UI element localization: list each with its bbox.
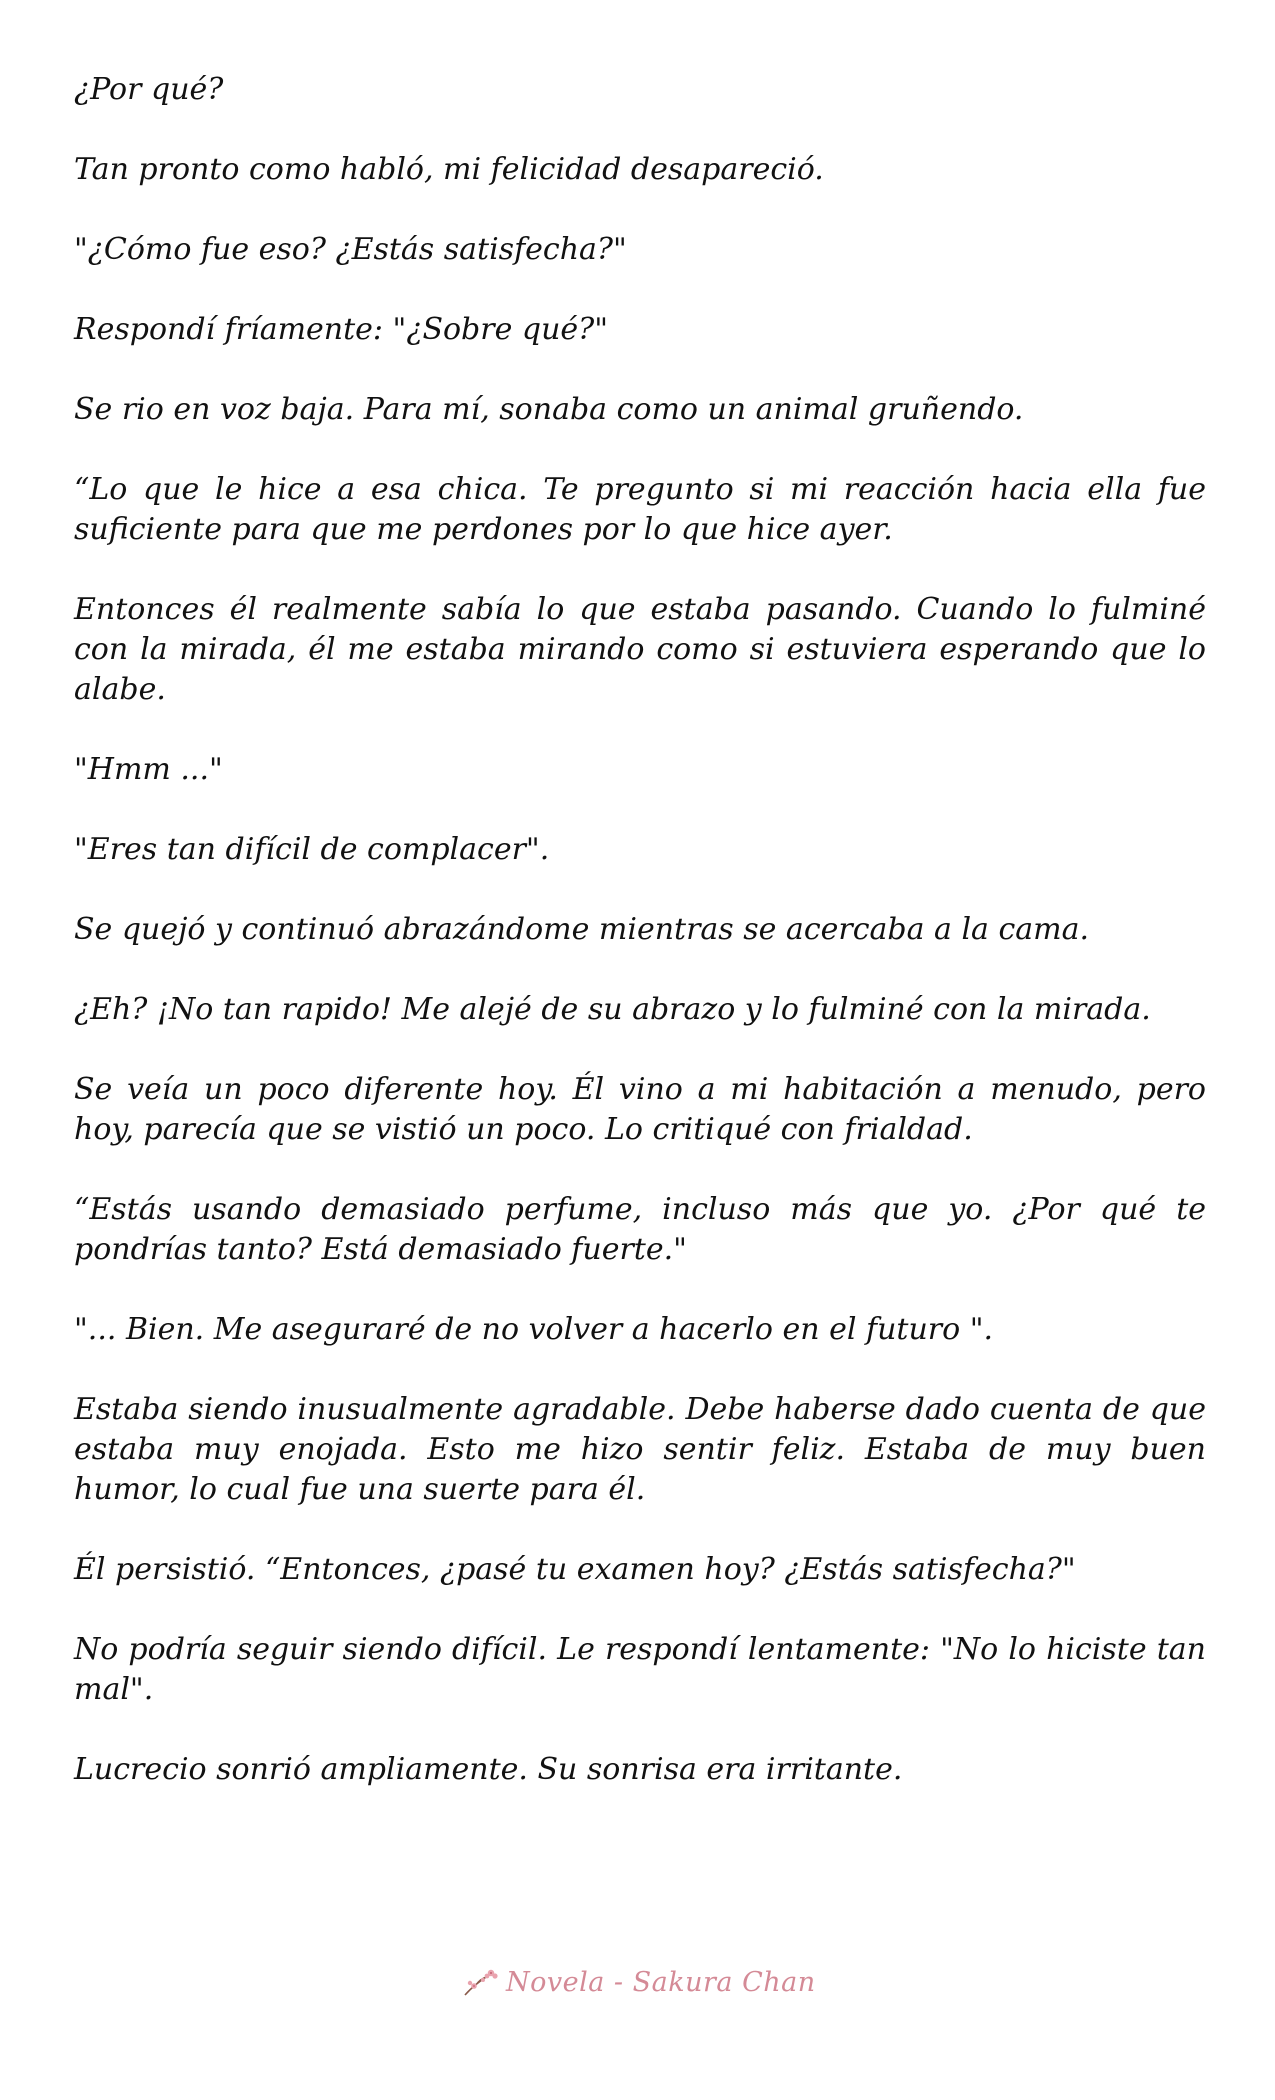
paragraph: Se veía un poco diferente hoy. Él vino a mi habitación a menudo, pero hoy, parecía que se vistió un poco. Lo critiqué con frialdad. [74, 1072, 1206, 1147]
paragraph: Estaba siendo inusualmente agradable. Debe haberse dado cuenta de que estaba muy enojada. Esto me hizo sentir feliz. Estaba de muy buen humor, lo cual fue una suerte para él. [74, 1392, 1206, 1507]
paragraph: Entonces él realmente sabía lo que estaba pasando. Cuando lo fulminé con la mirada, él me estaba mirando como si estuviera esperando que lo alabe. [74, 592, 1206, 707]
paragraph: Él persistió. “Entonces, ¿pasé tu examen hoy? ¿Estás satisfecha?" [74, 1552, 1076, 1587]
paragraph: "Hmm ..." [74, 752, 223, 787]
paragraph: "... Bien. Me aseguraré de no volver a hacerlo en el futuro ". [74, 1312, 994, 1347]
paragraph: No podría seguir siendo difícil. Le respondí lentamente: "No lo hiciste tan mal". [74, 1632, 1206, 1707]
watermark-text: Novela - Sakura Chan [506, 1966, 816, 1998]
paragraph: "¿Cómo fue eso? ¿Estás satisfecha?" [74, 232, 627, 267]
watermark [462, 1960, 816, 2004]
story-text [74, 70, 1206, 1830]
paragraph: Se rio en voz baja. Para mí, sonaba como un animal gruñendo. [74, 392, 1024, 427]
paragraph: ¿Por qué? [74, 72, 224, 107]
sakura-blossom-icon [462, 1965, 500, 1999]
paragraph: Lucrecio sonrió ampliamente. Su sonrisa era irritante. [74, 1752, 903, 1787]
paragraph: Respondí fríamente: "¿Sobre qué?" [74, 312, 609, 347]
paragraph: ¿Eh? ¡No tan rapido! Me alejé de su abrazo y lo fulminé con la mirada. [74, 992, 1151, 1027]
paragraph: Tan pronto como habló, mi felicidad desapareció. [74, 152, 824, 187]
paragraph: “Estás usando demasiado perfume, incluso más que yo. ¿Por qué te pondrías tanto? Está demasiado fuerte." [74, 1192, 1206, 1267]
paragraph: "Eres tan difícil de complacer". [74, 832, 550, 867]
paragraph: Se quejó y continuó abrazándome mientras se acercaba a la cama. [74, 912, 1090, 947]
paragraph: “Lo que le hice a esa chica. Te pregunto si mi reacción hacia ella fue suficiente para que me perdones por lo que hice ayer. [74, 472, 1206, 547]
